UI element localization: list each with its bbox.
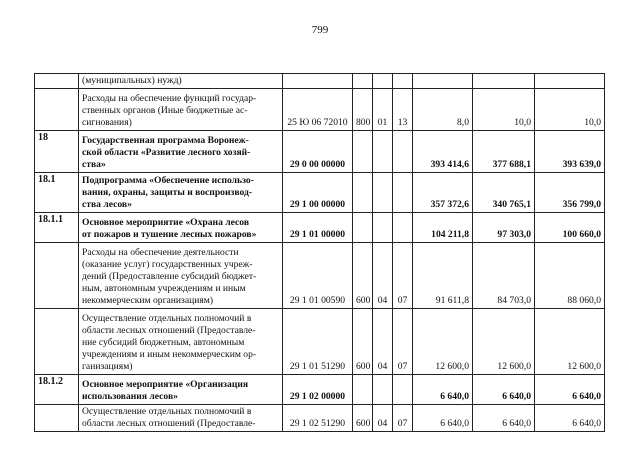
amount-year-1: 91 611,8 — [413, 243, 473, 309]
amount-year-1: 8,0 — [413, 89, 473, 131]
row-number — [35, 243, 79, 309]
expense-type-code: 600 — [353, 309, 373, 375]
row-number: 18.1 — [35, 173, 79, 213]
subsection-code: 07 — [393, 243, 413, 309]
row-name — [79, 89, 283, 131]
subsection-code: 07 — [393, 309, 413, 375]
amount-year-2 — [473, 74, 535, 89]
row-name-line: Подпрограмма «Обеспечение использо- — [82, 175, 254, 186]
expense-type-code: 600 — [353, 405, 373, 432]
row-name-line: учреждениям и иным некоммерческим ор- — [82, 349, 257, 360]
subsection-code — [393, 213, 413, 243]
row-name-line: от пожаров и тушение лесных пожаров» — [82, 229, 257, 240]
expense-type-code — [353, 173, 373, 213]
amount-year-2: 10,0 — [473, 89, 535, 131]
row-number — [35, 89, 79, 131]
row-name-line: ской области «Развитие лесного хозяй- — [82, 147, 251, 158]
amount-year-2: 84 703,0 — [473, 243, 535, 309]
subsection-code — [393, 375, 413, 405]
row-name-line: ства лесов» — [82, 199, 132, 210]
row-name — [79, 131, 283, 173]
row-number: 18.1.1 — [35, 213, 79, 243]
row-name-line: дений (Предоставление субсидий бюджет- — [82, 271, 257, 282]
row-name-line: ние субсидий бюджетным, автономным — [82, 337, 245, 348]
row-name-line: Государственная программа Воронеж- — [82, 135, 249, 146]
expense-type-code — [353, 131, 373, 173]
amount-year-1 — [413, 74, 473, 89]
row-name-line: сигнования) — [82, 117, 132, 128]
budget-table — [34, 73, 605, 432]
amount-year-2: 97 303,0 — [473, 213, 535, 243]
expense-type-code — [353, 375, 373, 405]
expense-type-code — [353, 213, 373, 243]
row-name — [79, 74, 283, 89]
target-article-code: 29 0 00 00000 — [283, 131, 353, 173]
amount-year-1: 12 600,0 — [413, 309, 473, 375]
row-name-line: Осуществление отдельных полномочий в — [82, 313, 252, 324]
amount-year-3: 6 640,0 — [535, 405, 605, 432]
row-name — [79, 243, 283, 309]
table-row — [35, 213, 605, 243]
section-code: 04 — [373, 309, 393, 375]
expense-type-code: 600 — [353, 243, 373, 309]
row-name-line: (муниципальных) нужд) — [82, 75, 182, 86]
table-row — [35, 74, 605, 89]
target-article-code: 29 1 00 00000 — [283, 173, 353, 213]
section-code: 04 — [373, 405, 393, 432]
subsection-code: 13 — [393, 89, 413, 131]
target-article-code: 29 1 02 51290 — [283, 405, 353, 432]
row-name — [79, 375, 283, 405]
section-code — [373, 173, 393, 213]
section-code: 04 — [373, 243, 393, 309]
amount-year-2: 377 688,1 — [473, 131, 535, 173]
target-article-code: 29 1 01 00000 — [283, 213, 353, 243]
amount-year-3: 6 640,0 — [535, 375, 605, 405]
row-number: 18 — [35, 131, 79, 173]
section-code — [373, 74, 393, 89]
amount-year-2: 12 600,0 — [473, 309, 535, 375]
row-name-line: Основное мероприятие «Охрана лесов — [82, 217, 250, 228]
row-number — [35, 74, 79, 89]
amount-year-3: 88 060,0 — [535, 243, 605, 309]
amount-year-3 — [535, 74, 605, 89]
row-name-line: вания, охраны, защиты и воспроизвод- — [82, 187, 253, 198]
page-number: 799 — [311, 24, 329, 36]
row-name-line: Осуществление отдельных полномочий в — [82, 406, 252, 417]
amount-year-1: 357 372,6 — [413, 173, 473, 213]
table-row — [35, 309, 605, 375]
amount-year-2: 6 640,0 — [473, 405, 535, 432]
amount-year-2: 340 765,1 — [473, 173, 535, 213]
subsection-code — [393, 131, 413, 173]
row-number — [35, 405, 79, 432]
expense-type-code — [353, 74, 373, 89]
amount-year-2: 6 640,0 — [473, 375, 535, 405]
section-code — [373, 375, 393, 405]
row-name — [79, 309, 283, 375]
row-name-line: Расходы на обеспечение деятельности — [82, 247, 239, 258]
amount-year-3: 393 639,0 — [535, 131, 605, 173]
row-name-line: ства» — [82, 159, 106, 170]
amount-year-1: 393 414,6 — [413, 131, 473, 173]
amount-year-3: 12 600,0 — [535, 309, 605, 375]
amount-year-1: 6 640,0 — [413, 375, 473, 405]
row-name-line: Основное мероприятие «Организация — [82, 379, 249, 390]
table-row — [35, 89, 605, 131]
row-name-line: некоммерческим организациям) — [82, 295, 214, 306]
row-name — [79, 173, 283, 213]
target-article-code: 29 1 01 51290 — [283, 309, 353, 375]
amount-year-3: 10,0 — [535, 89, 605, 131]
subsection-code: 07 — [393, 405, 413, 432]
row-name-line: ным, автономным учреждениям и иным — [82, 283, 246, 294]
amount-year-1: 6 640,0 — [413, 405, 473, 432]
row-name-line: области лесных отношений (Предоставле- — [82, 418, 256, 429]
target-article-code: 29 1 02 00000 — [283, 375, 353, 405]
amount-year-3: 100 660,0 — [535, 213, 605, 243]
section-code — [373, 131, 393, 173]
row-name — [79, 213, 283, 243]
table-row — [35, 405, 605, 432]
row-number: 18.1.2 — [35, 375, 79, 405]
row-name-line: Расходы на обеспечение функций государ- — [82, 93, 257, 104]
section-code: 01 — [373, 89, 393, 131]
target-article-code — [283, 74, 353, 89]
row-name-line: ственных органов (Иные бюджетные ас- — [82, 105, 248, 116]
row-name-line: (оказание услуг) государственных учреж- — [82, 259, 253, 270]
target-article-code: 29 1 01 00590 — [283, 243, 353, 309]
row-number — [35, 309, 79, 375]
row-name-line: использования лесов» — [82, 391, 178, 402]
row-name — [79, 405, 283, 432]
table-row — [35, 243, 605, 309]
table-row — [35, 173, 605, 213]
subsection-code — [393, 74, 413, 89]
table-row — [35, 131, 605, 173]
expense-type-code: 800 — [353, 89, 373, 131]
amount-year-1: 104 211,8 — [413, 213, 473, 243]
amount-year-3: 356 799,0 — [535, 173, 605, 213]
subsection-code — [393, 173, 413, 213]
table-row — [35, 375, 605, 405]
row-name-line: ганизациям) — [82, 361, 133, 372]
target-article-code: 25 Ю 06 72010 — [283, 89, 353, 131]
row-name-line: области лесных отношений (Предоставле- — [82, 325, 256, 336]
section-code — [373, 213, 393, 243]
